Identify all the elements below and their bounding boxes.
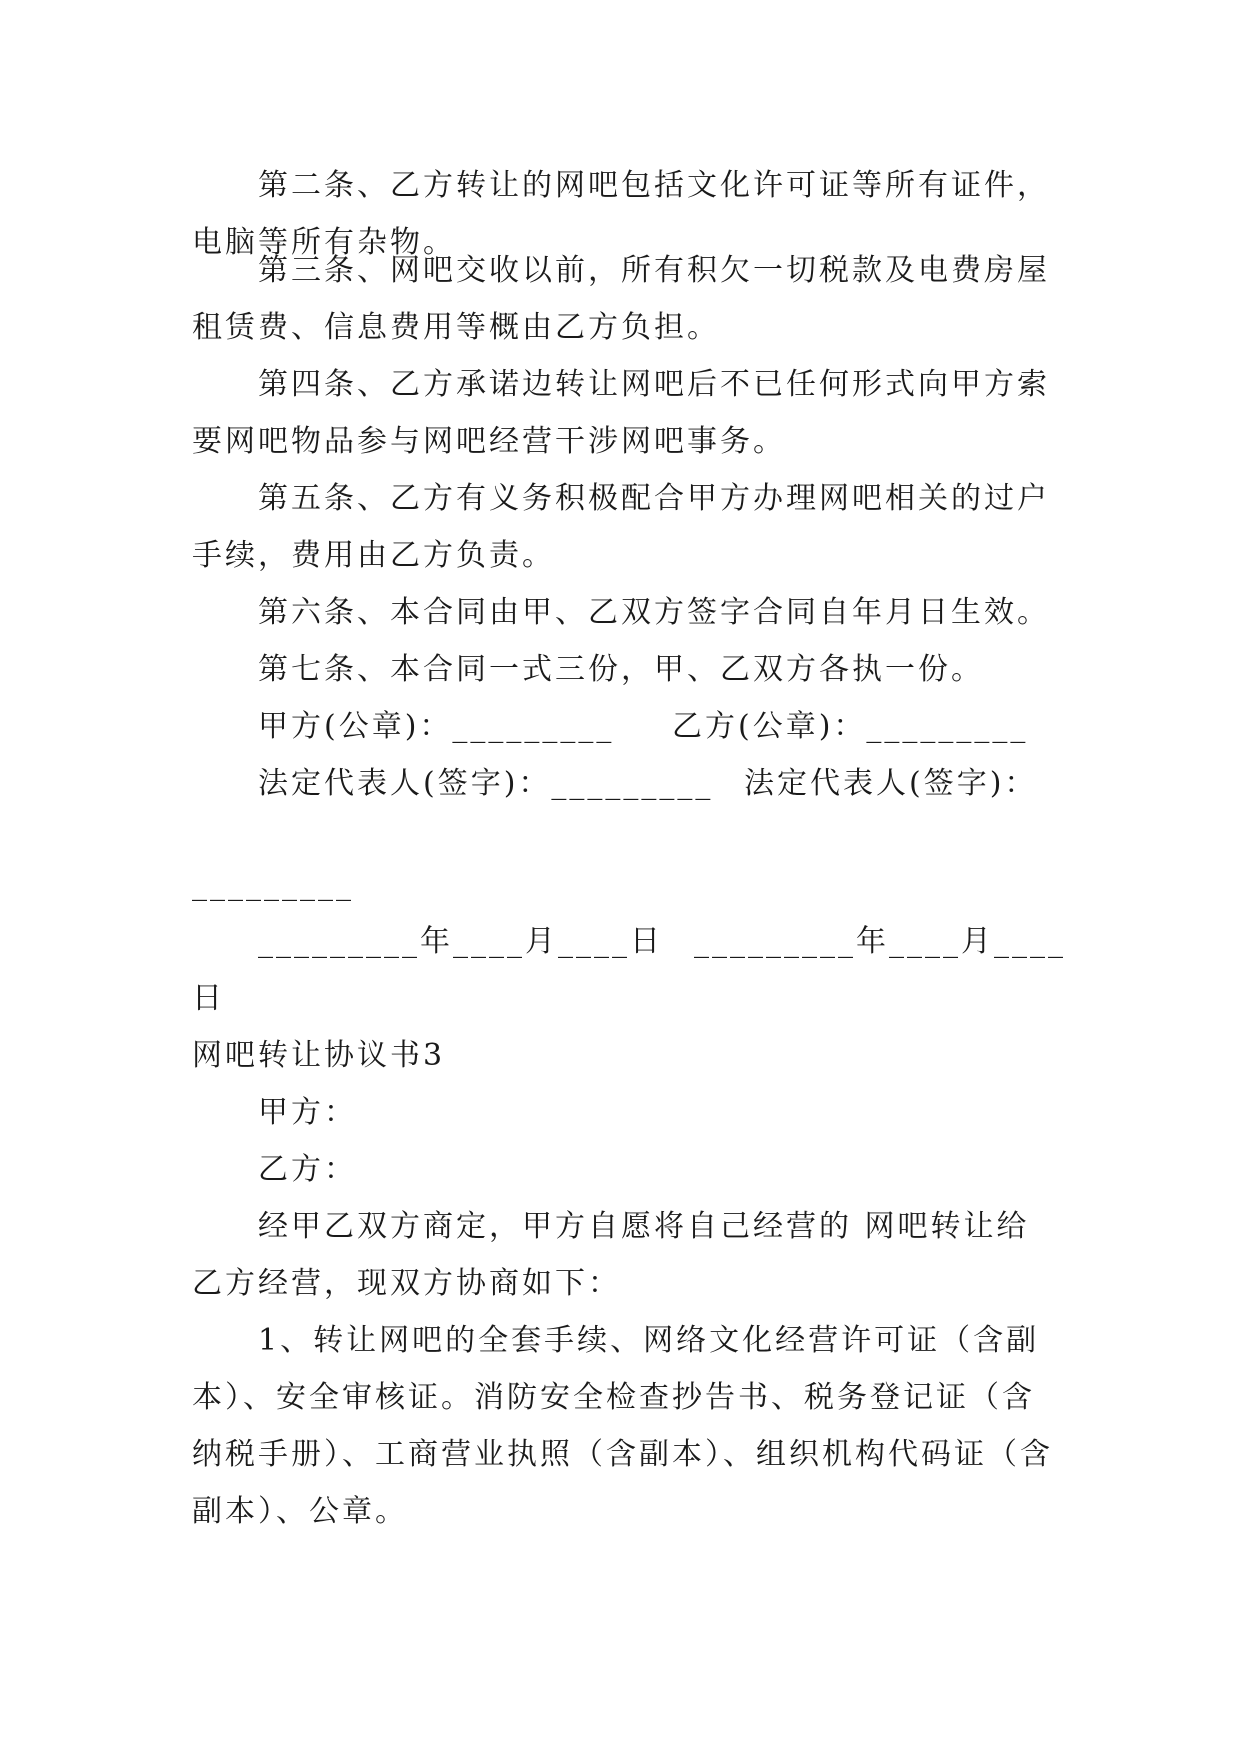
article-2-line-2: 电脑等所有杂物。 bbox=[192, 225, 456, 260]
item-1-line-1: 1、转让网吧的全套手续、网络文化经营许可证（含副 bbox=[258, 1323, 1040, 1358]
party-b-seal-line: 乙方(公章)：_________ bbox=[672, 709, 1029, 744]
date-a-line: _________年____月____日 bbox=[258, 924, 663, 959]
date-b-line: _________年____月____ bbox=[694, 924, 1066, 959]
article-5-line-2: 手续，费用由乙方负责。 bbox=[192, 538, 555, 573]
item-1-line-4: 副本）、公章。 bbox=[192, 1494, 408, 1529]
article-7: 第七条、本合同一式三份，甲、乙双方各执一份。 bbox=[258, 652, 984, 687]
party-b-label: 乙方： bbox=[258, 1152, 357, 1187]
party-a-seal-line: 甲方(公章)：_________ bbox=[258, 709, 615, 744]
article-4-line-2: 要网吧物品参与网吧经营干涉网吧事务。 bbox=[192, 424, 786, 459]
rep-a-signature-line: 法定代表人(签字)：_________ bbox=[258, 766, 714, 801]
intro-line-2: 乙方经营，现双方协商如下： bbox=[192, 1266, 621, 1301]
article-3-line-2: 租赁费、信息费用等概由乙方负担。 bbox=[192, 310, 720, 345]
article-2-line-1: 第二条、乙方转让的网吧包括文化许可证等所有证件， bbox=[258, 168, 1050, 203]
section-title: 网吧转让协议书3 bbox=[192, 1038, 446, 1073]
intro-line-1: 经甲乙双方商定，甲方自愿将自己经营的 网吧转让给 bbox=[258, 1209, 1030, 1244]
rep-b-signature-label: 法定代表人(签字)： bbox=[744, 766, 1038, 801]
article-5-line-1: 第五条、乙方有义务积极配合甲方办理网吧相关的过户 bbox=[258, 481, 1050, 516]
party-a-label: 甲方： bbox=[258, 1095, 357, 1130]
article-4-line-1: 第四条、乙方承诺边转让网吧后不已任何形式向甲方索 bbox=[258, 367, 1050, 402]
item-1-line-2: 本）、安全审核证。消防安全检查抄告书、税务登记证（含 bbox=[192, 1380, 1035, 1415]
date-b-day: 日 bbox=[192, 981, 225, 1016]
item-1-line-3: 纳税手册）、工商营业执照（含副本）、组织机构代码证（含 bbox=[192, 1437, 1053, 1472]
article-6: 第六条、本合同由甲、乙双方签字合同自年月日生效。 bbox=[258, 595, 1050, 630]
rep-b-signature-line: _________ bbox=[192, 867, 354, 902]
article-3-line-1: 第三条、网吧交收以前，所有积欠一切税款及电费房屋 bbox=[258, 253, 1050, 288]
